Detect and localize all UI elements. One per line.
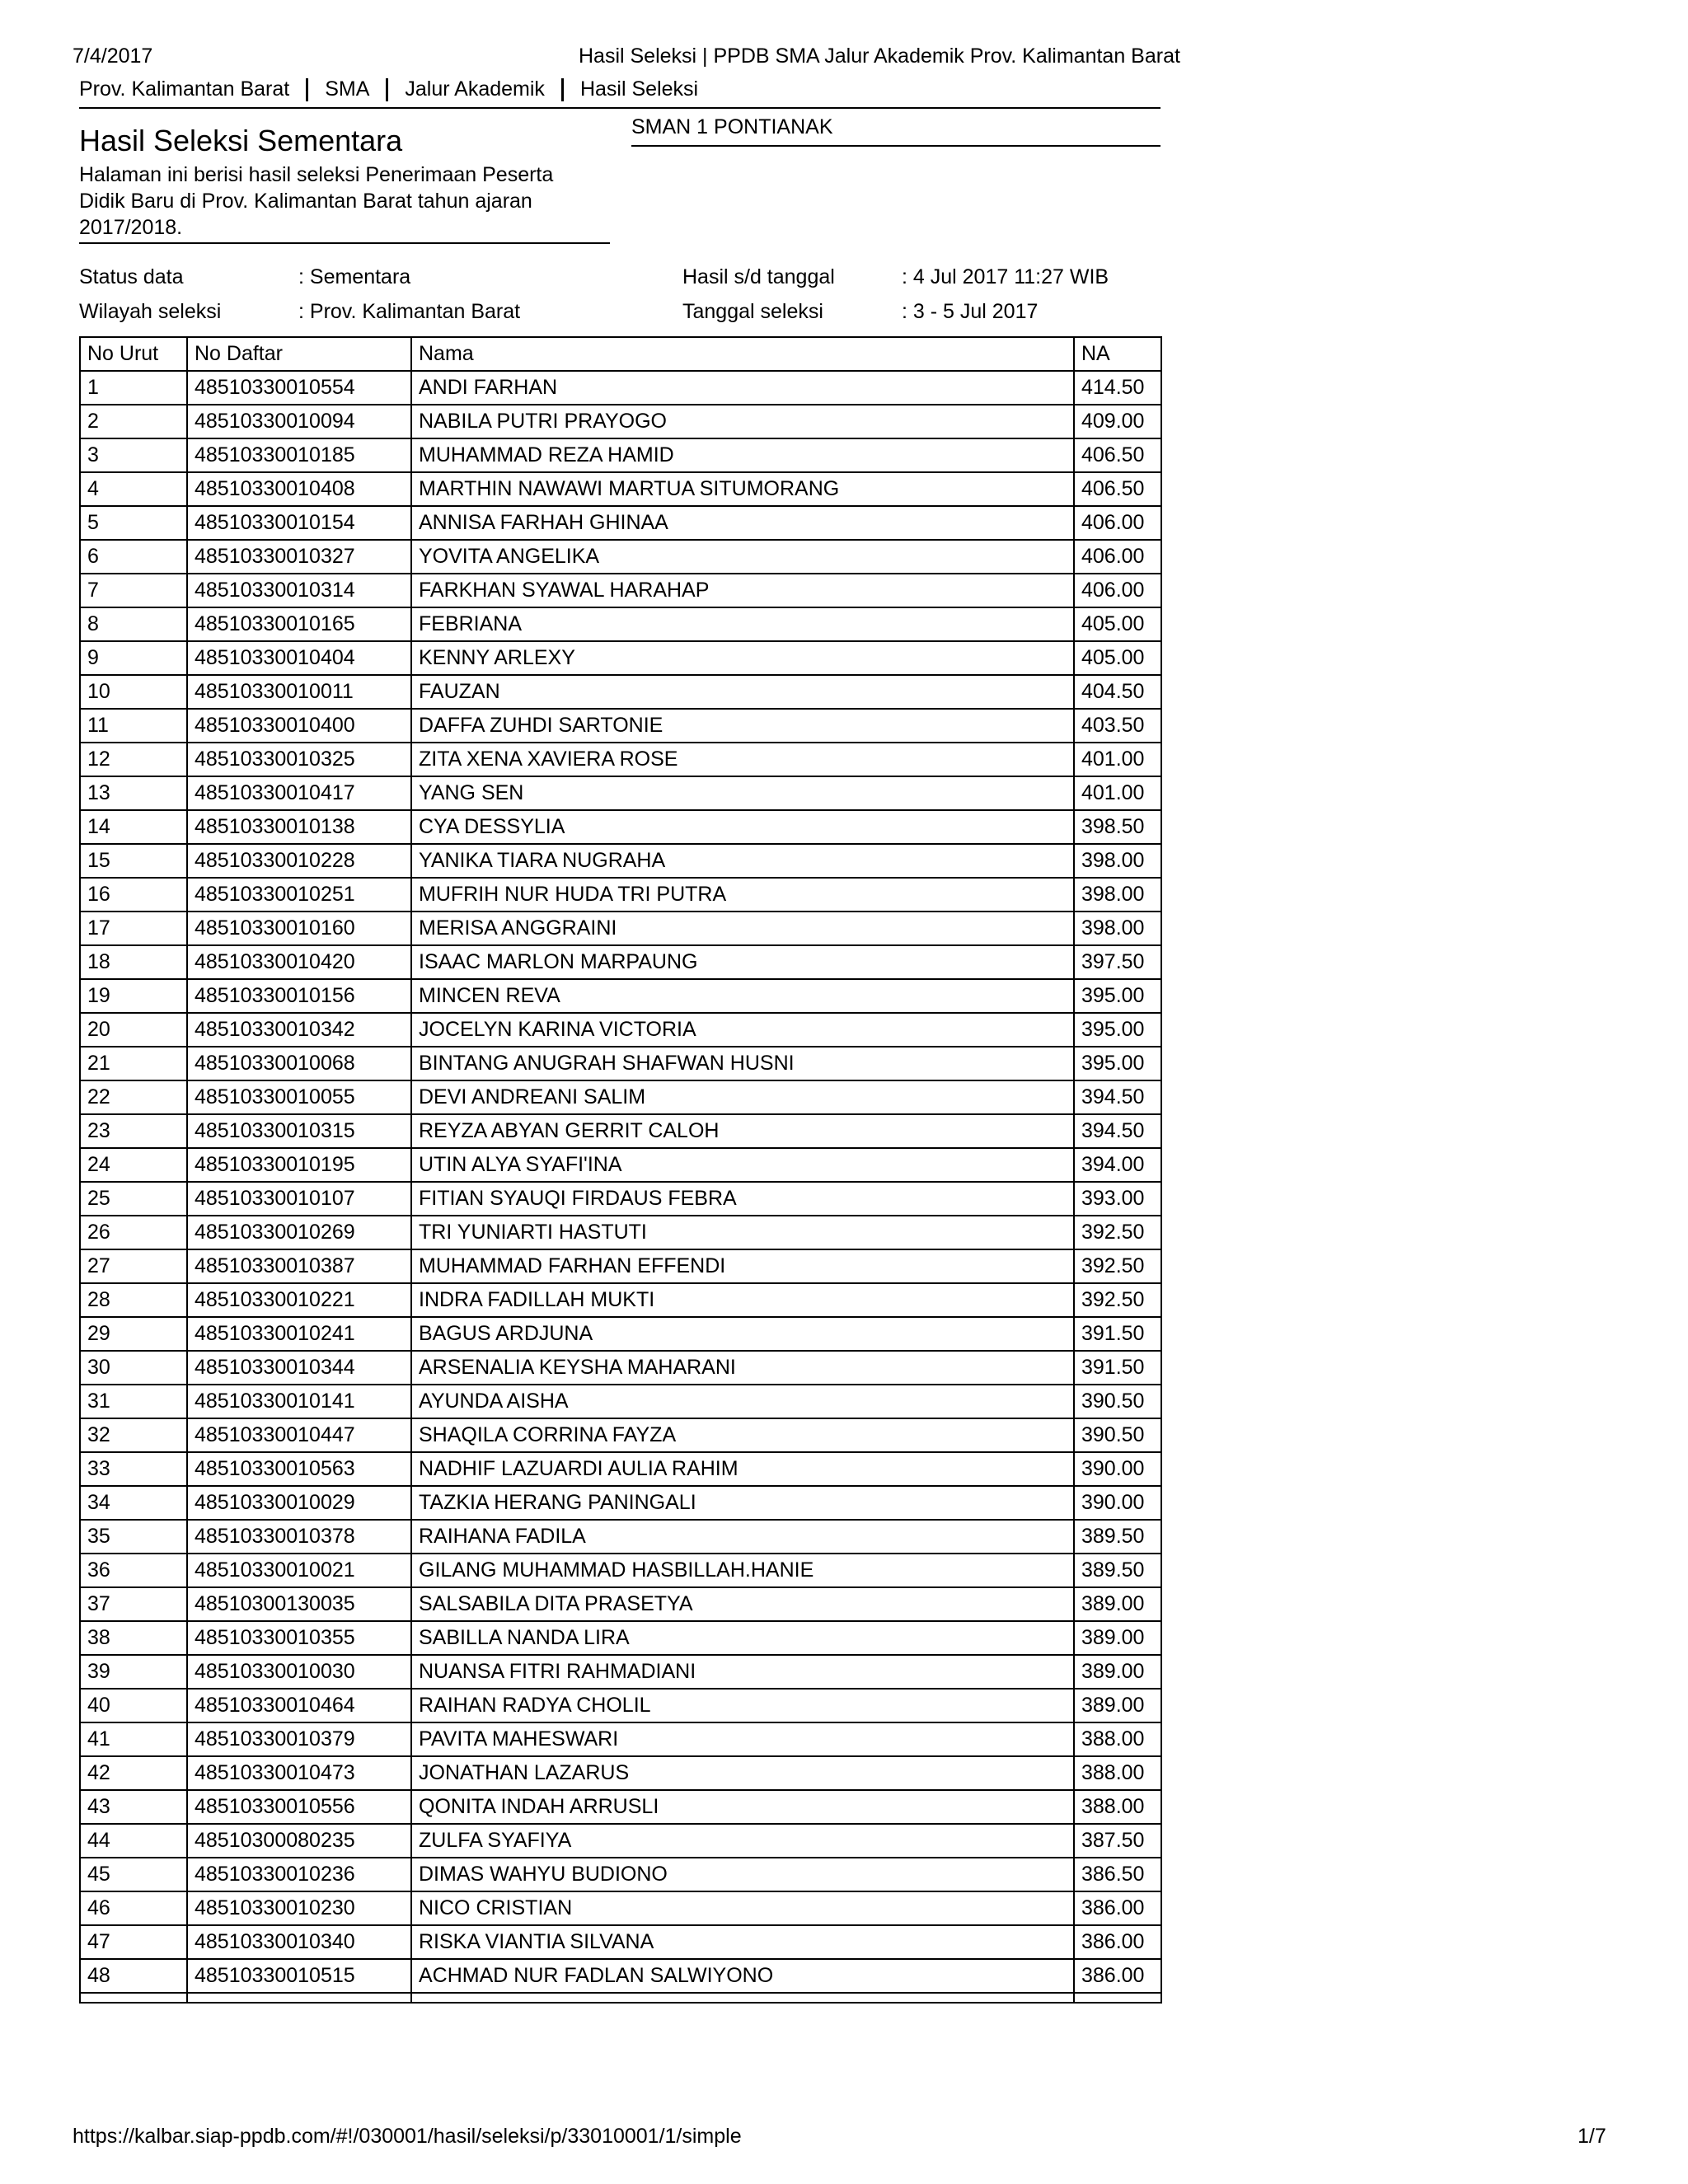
- cell-score: 406.00: [1074, 574, 1161, 607]
- table-row: [80, 641, 1161, 675]
- cell-rank: 23: [80, 1114, 187, 1148]
- table-row: [80, 1587, 1161, 1621]
- cell-name: MINCEN REVA: [411, 979, 1074, 1013]
- cell-rank: 25: [80, 1182, 187, 1216]
- cell-name: RISKA VIANTIA SILVANA: [411, 1925, 1074, 1959]
- cell-rank: 19: [80, 979, 187, 1013]
- cell-registration: 48510330010355: [187, 1621, 411, 1655]
- table-row: [80, 1148, 1161, 1182]
- cell-registration: 48510330010154: [187, 506, 411, 540]
- table-row: [80, 844, 1161, 878]
- description-divider: [79, 242, 610, 244]
- cell-name: RAIHAN RADYA CHOLIL: [411, 1689, 1074, 1722]
- cell-rank: 16: [80, 878, 187, 912]
- cell-name: CYA DESSYLIA: [411, 810, 1074, 844]
- print-date: 7/4/2017: [73, 45, 153, 68]
- table-row: [80, 776, 1161, 810]
- cell-name: GILANG MUHAMMAD HASBILLAH.HANIE: [411, 1554, 1074, 1587]
- cell-name: REYZA ABYAN GERRIT CALOH: [411, 1114, 1074, 1148]
- cell-name: JOCELYN KARINA VICTORIA: [411, 1013, 1074, 1047]
- table-row: [80, 1249, 1161, 1283]
- result-date-value: : 4 Jul 2017 11:27 WIB: [902, 265, 1109, 288]
- cell-registration: 48510330010404: [187, 641, 411, 675]
- table-row: [80, 540, 1161, 574]
- cell-score: 405.00: [1074, 607, 1161, 641]
- page-description: Halaman ini berisi hasil seleksi Penerimaan Peserta Didik Baru di Prov. Kalimantan Barat tahun ajaran 2017/2018.: [79, 163, 554, 239]
- cell-score: 398.00: [1074, 878, 1161, 912]
- cell-name: UTIN ALYA SYAFI'INA: [411, 1148, 1074, 1182]
- cell-score: 398.00: [1074, 912, 1161, 945]
- cell-rank: 4: [80, 472, 187, 506]
- cell-registration: 48510330010185: [187, 438, 411, 472]
- cell-registration: 48510330010473: [187, 1756, 411, 1790]
- print-title: Hasil Seleksi | PPDB SMA Jalur Akademik Prov. Kalimantan Barat: [579, 45, 1180, 68]
- cell-name: PAVITA MAHESWARI: [411, 1722, 1074, 1756]
- print-url: https://kalbar.siap-ppdb.com/#!/030001/hasil/seleksi/p/33010001/1/simple: [73, 2125, 742, 2148]
- cell-rank: 33: [80, 1452, 187, 1486]
- cell-rank: 34: [80, 1486, 187, 1520]
- cell-name: FARKHAN SYAWAL HARAHAP: [411, 574, 1074, 607]
- table-row: [80, 1351, 1161, 1385]
- table-row: [80, 810, 1161, 844]
- cell-name: ACHMAD NUR FADLAN SALWIYONO: [411, 1959, 1074, 1993]
- cell-rank: 18: [80, 945, 187, 979]
- cell-registration: 48510300080235: [187, 1824, 411, 1858]
- table-row: [80, 574, 1161, 607]
- table-row: [80, 979, 1161, 1013]
- cell-registration: 48510330010160: [187, 912, 411, 945]
- cell-name: MUHAMMAD FARHAN EFFENDI: [411, 1249, 1074, 1283]
- cell-registration: 48510330010029: [187, 1486, 411, 1520]
- cell-score: 387.50: [1074, 1824, 1161, 1858]
- cell-score: 394.50: [1074, 1114, 1161, 1148]
- cell-score: 392.50: [1074, 1249, 1161, 1283]
- table-row: [80, 1047, 1161, 1080]
- table-body: [80, 371, 1161, 1993]
- cell-name: SHAQILA CORRINA FAYZA: [411, 1418, 1074, 1452]
- cell-rank: 9: [80, 641, 187, 675]
- table-row: [80, 371, 1161, 405]
- cell-rank: 38: [80, 1621, 187, 1655]
- cell-score: 394.00: [1074, 1148, 1161, 1182]
- cell-name: NUANSA FITRI RAHMADIANI: [411, 1655, 1074, 1689]
- cell-registration: 48510330010030: [187, 1655, 411, 1689]
- cell-rank: 11: [80, 709, 187, 743]
- table-row: [80, 1385, 1161, 1418]
- cell-score: 404.50: [1074, 675, 1161, 709]
- cell-rank: 36: [80, 1554, 187, 1587]
- cell-name: DAFFA ZUHDI SARTONIE: [411, 709, 1074, 743]
- column-header-rank: No Urut: [80, 337, 187, 371]
- school-name: SMAN 1 PONTIANAK: [631, 115, 833, 138]
- table-row: [80, 1520, 1161, 1554]
- cell-rank: 14: [80, 810, 187, 844]
- table-row: [80, 1858, 1161, 1891]
- cell-registration: 48510330010417: [187, 776, 411, 810]
- cell-rank: 46: [80, 1891, 187, 1925]
- cell-name: BINTANG ANUGRAH SHAFWAN HUSNI: [411, 1047, 1074, 1080]
- cell-score: 389.50: [1074, 1554, 1161, 1587]
- cell-name: NICO CRISTIAN: [411, 1891, 1074, 1925]
- region-label: Wilayah seleksi: [79, 300, 222, 323]
- cell-name: QONITA INDAH ARRUSLI: [411, 1790, 1074, 1824]
- cell-rank: 30: [80, 1351, 187, 1385]
- results-table: [79, 336, 1162, 2004]
- cell-score: 389.00: [1074, 1587, 1161, 1621]
- cell-score: 391.50: [1074, 1351, 1161, 1385]
- cell-rank: 26: [80, 1216, 187, 1249]
- cell-registration: 48510330010221: [187, 1283, 411, 1317]
- table-row: [80, 1013, 1161, 1047]
- cell-registration: 48510330010269: [187, 1216, 411, 1249]
- cell-name: MUHAMMAD REZA HAMID: [411, 438, 1074, 472]
- cell-rank: 28: [80, 1283, 187, 1317]
- cell-registration: 48510330010340: [187, 1925, 411, 1959]
- cell-name: FAUZAN: [411, 675, 1074, 709]
- school-divider: [631, 145, 1160, 147]
- table-row: [80, 1655, 1161, 1689]
- cell-name: ZITA XENA XAVIERA ROSE: [411, 743, 1074, 776]
- breadcrumb-track[interactable]: Jalur Akademik: [405, 77, 545, 101]
- table-row: [80, 506, 1161, 540]
- cell-registration: 48510330010379: [187, 1722, 411, 1756]
- table-row: [80, 1418, 1161, 1452]
- table-row: [80, 1216, 1161, 1249]
- table-row: [80, 438, 1161, 472]
- cell-registration: 48510330010138: [187, 810, 411, 844]
- cell-name: FEBRIANA: [411, 607, 1074, 641]
- cell-name: YOVITA ANGELIKA: [411, 540, 1074, 574]
- result-date-label: Hasil s/d tanggal: [682, 265, 835, 288]
- cell-score: 388.00: [1074, 1722, 1161, 1756]
- cell-name: NADHIF LAZUARDI AULIA RAHIM: [411, 1452, 1074, 1486]
- cell-registration: 48510330010094: [187, 405, 411, 438]
- cell-rank: 12: [80, 743, 187, 776]
- cell-rank: 22: [80, 1080, 187, 1114]
- table-row: [80, 607, 1161, 641]
- cell-score: 390.00: [1074, 1452, 1161, 1486]
- cell-registration: 48510330010011: [187, 675, 411, 709]
- cell-rank: 10: [80, 675, 187, 709]
- cell-name: INDRA FADILLAH MUKTI: [411, 1283, 1074, 1317]
- cell-score: 392.50: [1074, 1216, 1161, 1249]
- cell-rank: 29: [80, 1317, 187, 1351]
- cell-score: 406.00: [1074, 540, 1161, 574]
- cell-rank: 7: [80, 574, 187, 607]
- cell-registration: 48510330010554: [187, 371, 411, 405]
- cell-registration: 48510330010378: [187, 1520, 411, 1554]
- cell-rank: 2: [80, 405, 187, 438]
- cell-score: 386.50: [1074, 1858, 1161, 1891]
- cell-registration: 48510330010420: [187, 945, 411, 979]
- cell-score: 391.50: [1074, 1317, 1161, 1351]
- column-header-name: Nama: [411, 337, 1074, 371]
- table-row: [80, 405, 1161, 438]
- page-title: Hasil Seleksi Sementara: [79, 124, 403, 157]
- cell-name: ARSENALIA KEYSHA MAHARANI: [411, 1351, 1074, 1385]
- cell-name: NABILA PUTRI PRAYOGO: [411, 405, 1074, 438]
- cell-registration: 48510330010195: [187, 1148, 411, 1182]
- cell-name: KENNY ARLEXY: [411, 641, 1074, 675]
- column-header-score: NA: [1074, 337, 1161, 371]
- cell-name: DEVI ANDREANI SALIM: [411, 1080, 1074, 1114]
- table-row: [80, 1554, 1161, 1587]
- cell-registration: 48510330010400: [187, 709, 411, 743]
- table-row: [80, 743, 1161, 776]
- table-row: [80, 1621, 1161, 1655]
- breadcrumb-divider: [79, 107, 1160, 109]
- cell-score: 397.50: [1074, 945, 1161, 979]
- breadcrumb-level[interactable]: SMA: [325, 77, 370, 101]
- breadcrumb-separator: [386, 78, 388, 101]
- table-row: [80, 1452, 1161, 1486]
- table-row: [80, 1689, 1161, 1722]
- cell-registration: 48510330010141: [187, 1385, 411, 1418]
- cell-rank: 45: [80, 1858, 187, 1891]
- table-row: [80, 1756, 1161, 1790]
- table-row: [80, 878, 1161, 912]
- cell-registration: 48510330010241: [187, 1317, 411, 1351]
- cell-rank: 35: [80, 1520, 187, 1554]
- cell-registration: 48510330010055: [187, 1080, 411, 1114]
- cell-registration: 48510330010228: [187, 844, 411, 878]
- selection-date-value: : 3 - 5 Jul 2017: [902, 300, 1039, 323]
- cell-registration: 48510330010165: [187, 607, 411, 641]
- cell-score: 395.00: [1074, 1047, 1161, 1080]
- cell-name: ISAAC MARLON MARPAUNG: [411, 945, 1074, 979]
- cell-registration: 48510330010251: [187, 878, 411, 912]
- cell-name: TRI YUNIARTI HASTUTI: [411, 1216, 1074, 1249]
- cell-score: 414.50: [1074, 371, 1161, 405]
- cell-registration: 48510330010021: [187, 1554, 411, 1587]
- cell-score: 390.50: [1074, 1418, 1161, 1452]
- cell-registration: 48510330010236: [187, 1858, 411, 1891]
- cell-rank: 32: [80, 1418, 187, 1452]
- cell-registration: 48510330010314: [187, 574, 411, 607]
- cell-registration: 48510330010230: [187, 1891, 411, 1925]
- column-header-registration: No Daftar: [187, 337, 411, 371]
- cell-score: 386.00: [1074, 1925, 1161, 1959]
- cell-registration: 48510330010408: [187, 472, 411, 506]
- cell-registration: 48510330010325: [187, 743, 411, 776]
- breadcrumb-province[interactable]: Prov. Kalimantan Barat: [79, 77, 290, 101]
- cell-registration: 48510330010515: [187, 1959, 411, 1993]
- cell-name: BAGUS ARDJUNA: [411, 1317, 1074, 1351]
- cell-rank: 44: [80, 1824, 187, 1858]
- cell-score: 403.50: [1074, 709, 1161, 743]
- cell-score: 389.50: [1074, 1520, 1161, 1554]
- cell-score: 393.00: [1074, 1182, 1161, 1216]
- region-value: : Prov. Kalimantan Barat: [298, 300, 521, 323]
- status-label: Status data: [79, 265, 184, 288]
- cell-name: ANNISA FARHAH GHINAA: [411, 506, 1074, 540]
- cell-rank: 40: [80, 1689, 187, 1722]
- cell-rank: 37: [80, 1587, 187, 1621]
- cell-registration: 48510330010387: [187, 1249, 411, 1283]
- cell-score: 395.00: [1074, 1013, 1161, 1047]
- cell-rank: 1: [80, 371, 187, 405]
- table-row: [80, 1182, 1161, 1216]
- cell-registration: 48510330010107: [187, 1182, 411, 1216]
- cell-registration: 48510330010315: [187, 1114, 411, 1148]
- cell-name: SALSABILA DITA PRASETYA: [411, 1587, 1074, 1621]
- table-row: [80, 1959, 1161, 1993]
- breadcrumb-separator: [561, 78, 564, 101]
- cell-name: FITIAN SYAUQI FIRDAUS FEBRA: [411, 1182, 1074, 1216]
- breadcrumb-current[interactable]: Hasil Seleksi: [579, 77, 699, 101]
- cell-name: YANG SEN: [411, 776, 1074, 810]
- cell-rank: 48: [80, 1959, 187, 1993]
- cell-score: 388.00: [1074, 1756, 1161, 1790]
- cell-name: MERISA ANGGRAINI: [411, 912, 1074, 945]
- table-row: [80, 1891, 1161, 1925]
- cell-registration: 48510330010342: [187, 1013, 411, 1047]
- cell-score: 398.50: [1074, 810, 1161, 844]
- cell-score: 398.00: [1074, 844, 1161, 878]
- cell-registration: 48510330010068: [187, 1047, 411, 1080]
- breadcrumb: [79, 77, 698, 101]
- cell-score: 388.00: [1074, 1790, 1161, 1824]
- table-row: [80, 709, 1161, 743]
- table-row: [80, 1080, 1161, 1114]
- cell-score: 392.50: [1074, 1283, 1161, 1317]
- cell-rank: 6: [80, 540, 187, 574]
- cell-score: 406.50: [1074, 438, 1161, 472]
- cell-score: 401.00: [1074, 776, 1161, 810]
- cell-score: 390.00: [1074, 1486, 1161, 1520]
- cell-score: 389.00: [1074, 1621, 1161, 1655]
- cell-rank: 47: [80, 1925, 187, 1959]
- table-row: [80, 1486, 1161, 1520]
- table-row: [80, 945, 1161, 979]
- cell-score: 401.00: [1074, 743, 1161, 776]
- cell-rank: 5: [80, 506, 187, 540]
- cell-rank: 13: [80, 776, 187, 810]
- table-row-partial: [80, 1993, 1161, 2003]
- cell-score: 406.00: [1074, 506, 1161, 540]
- table-row: [80, 1722, 1161, 1756]
- cell-score: 395.00: [1074, 979, 1161, 1013]
- cell-name: RAIHANA FADILA: [411, 1520, 1074, 1554]
- breadcrumb-separator: [306, 78, 308, 101]
- cell-score: 405.00: [1074, 641, 1161, 675]
- cell-rank: 31: [80, 1385, 187, 1418]
- cell-registration: 48510330010447: [187, 1418, 411, 1452]
- table-row: [80, 1317, 1161, 1351]
- cell-name: MARTHIN NAWAWI MARTUA SITUMORANG: [411, 472, 1074, 506]
- cell-score: 389.00: [1074, 1655, 1161, 1689]
- cell-registration: 48510330010344: [187, 1351, 411, 1385]
- table-row: [80, 675, 1161, 709]
- cell-score: 394.50: [1074, 1080, 1161, 1114]
- cell-score: 386.00: [1074, 1891, 1161, 1925]
- status-value: : Sementara: [298, 265, 411, 288]
- cell-name: ANDI FARHAN: [411, 371, 1074, 405]
- cell-rank: 17: [80, 912, 187, 945]
- cell-rank: 27: [80, 1249, 187, 1283]
- cell-registration: 48510330010156: [187, 979, 411, 1013]
- cell-rank: 43: [80, 1790, 187, 1824]
- cell-rank: 15: [80, 844, 187, 878]
- cell-rank: 42: [80, 1756, 187, 1790]
- cell-name: SABILLA NANDA LIRA: [411, 1621, 1074, 1655]
- table-row: [80, 1283, 1161, 1317]
- cell-name: AYUNDA AISHA: [411, 1385, 1074, 1418]
- cell-rank: 21: [80, 1047, 187, 1080]
- cell-registration: 48510300130035: [187, 1587, 411, 1621]
- cell-registration: 48510330010327: [187, 540, 411, 574]
- cell-registration: 48510330010563: [187, 1452, 411, 1486]
- cell-rank: 39: [80, 1655, 187, 1689]
- table-row: [80, 1790, 1161, 1824]
- cell-name: DIMAS WAHYU BUDIONO: [411, 1858, 1074, 1891]
- cell-name: MUFRIH NUR HUDA TRI PUTRA: [411, 878, 1074, 912]
- cell-rank: 41: [80, 1722, 187, 1756]
- table-header-row: [80, 337, 1161, 371]
- table-row: [80, 912, 1161, 945]
- print-page-number: 1/7: [1578, 2125, 1606, 2148]
- table-row: [80, 472, 1161, 506]
- cell-rank: 3: [80, 438, 187, 472]
- cell-registration: 48510330010464: [187, 1689, 411, 1722]
- cell-score: 389.00: [1074, 1689, 1161, 1722]
- cell-score: 390.50: [1074, 1385, 1161, 1418]
- cell-score: 406.50: [1074, 472, 1161, 506]
- table-row: [80, 1114, 1161, 1148]
- table-row: [80, 1824, 1161, 1858]
- cell-name: TAZKIA HERANG PANINGALI: [411, 1486, 1074, 1520]
- cell-rank: 20: [80, 1013, 187, 1047]
- selection-date-label: Tanggal seleksi: [682, 300, 823, 323]
- cell-score: 386.00: [1074, 1959, 1161, 1993]
- cell-rank: 8: [80, 607, 187, 641]
- table-row: [80, 1925, 1161, 1959]
- cell-rank: 24: [80, 1148, 187, 1182]
- cell-name: YANIKA TIARA NUGRAHA: [411, 844, 1074, 878]
- cell-registration: 48510330010556: [187, 1790, 411, 1824]
- cell-name: ZULFA SYAFIYA: [411, 1824, 1074, 1858]
- cell-name: JONATHAN LAZARUS: [411, 1756, 1074, 1790]
- cell-score: 409.00: [1074, 405, 1161, 438]
